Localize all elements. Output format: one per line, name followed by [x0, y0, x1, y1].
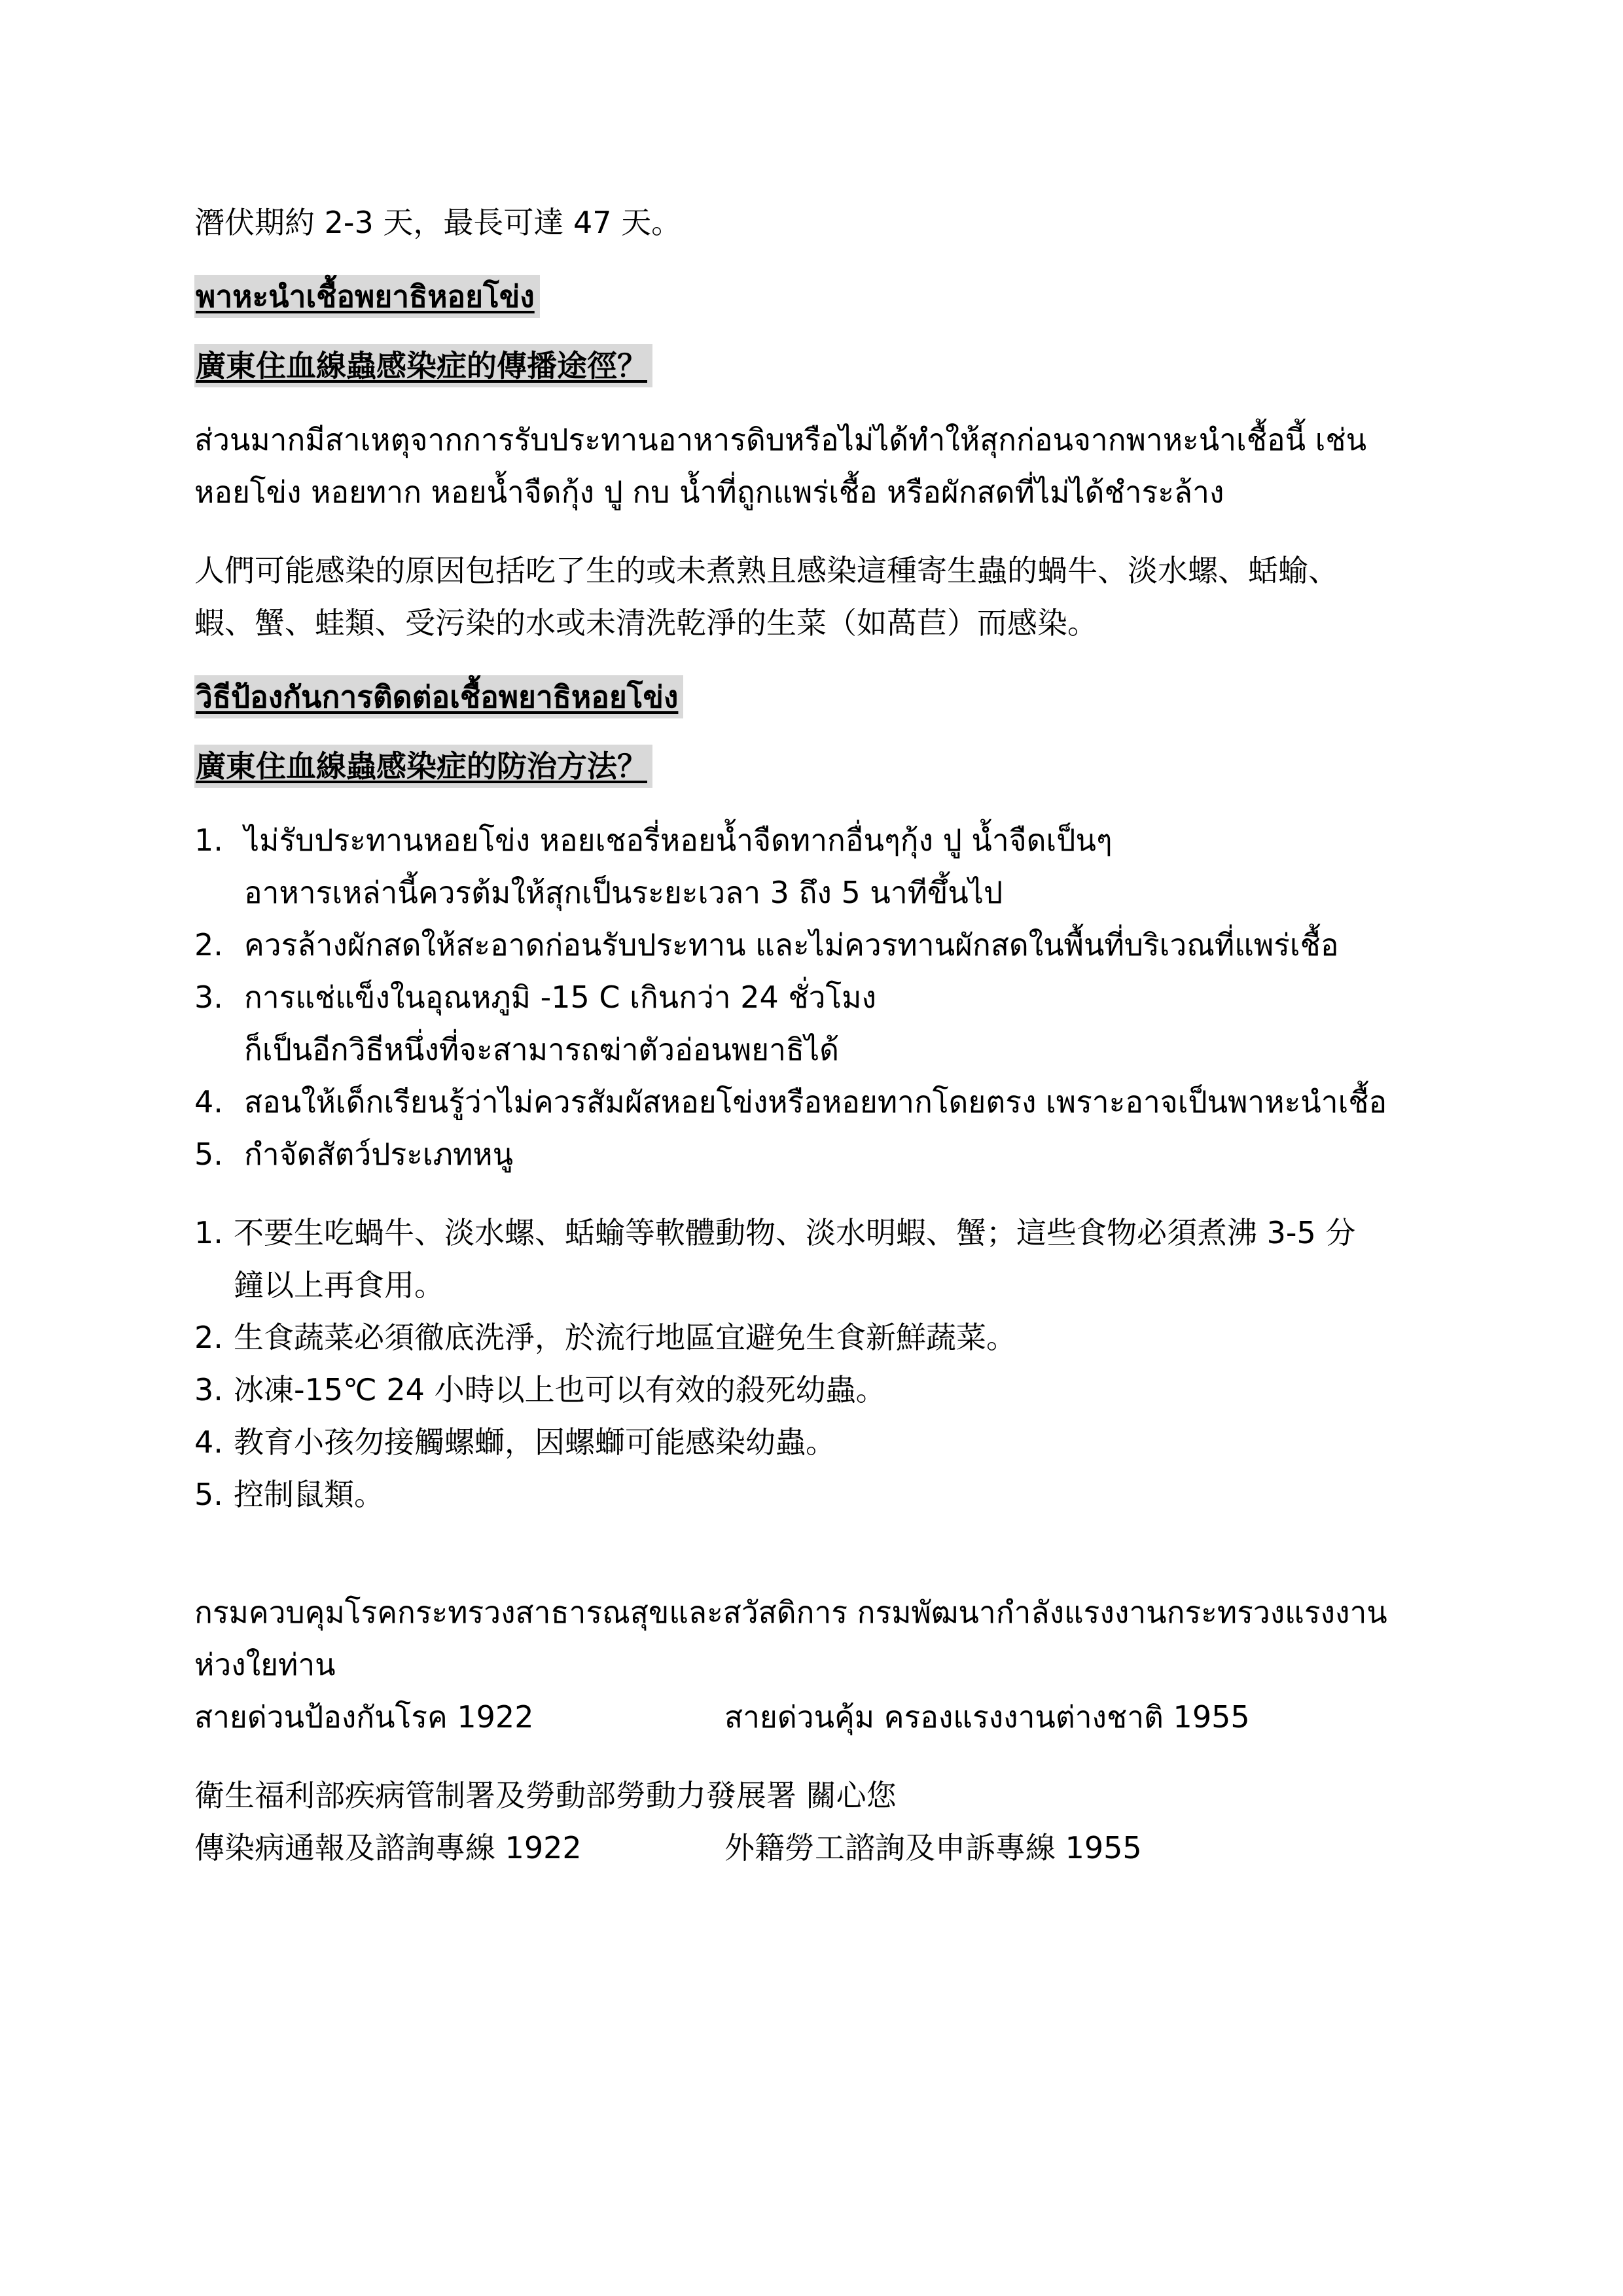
list-number: 4. — [194, 1084, 223, 1120]
disease-hotline-zh: 傳染病通報及諮詢專線 1922 — [194, 1830, 582, 1865]
list-item-line: ไม่รับประทานหอยโข่ง หอยเชอรี่หอยน้ำจืดทากอื่นๆกุ้ง ปู น้ำจืดเป็นๆ — [244, 822, 1113, 858]
list-item — [194, 919, 1464, 971]
section1-paragraph-zh — [194, 544, 1464, 649]
prevention-list-zh — [194, 1207, 1464, 1521]
list-number: 4. — [194, 1424, 223, 1460]
list-item — [194, 971, 1464, 1076]
disease-hotline-th: สายด่วนป้องกันโรค 1922 — [194, 1699, 534, 1735]
footer-th — [194, 1586, 1464, 1743]
list-item — [194, 1207, 1464, 1311]
list-item-line: กำจัดสัตว์ประเภทหนู — [244, 1137, 514, 1172]
footer-agencies-th: กรมควบคุมโรคกระทรวงสาธารณสุขและสวัสดิการ กรมพัฒนากำลังแรงงานกระทรวงแรงงาน — [194, 1595, 1387, 1630]
list-item — [194, 1076, 1464, 1128]
hotline-row-zh — [194, 1822, 1464, 1874]
list-item — [194, 1364, 1464, 1416]
list-item — [194, 1311, 1464, 1364]
list-number: 3. — [194, 980, 223, 1015]
intro-text: 潛伏期約 2-3 天，最長可達 47 天。 — [194, 205, 682, 240]
footer-care-th: ห่วงใยท่าน — [194, 1647, 336, 1682]
list-item-line: ควรล้างผักสดให้สะอาดก่อนรับประทาน และไม่ควรทานผักสดในพื้นที่บริเวณที่แพร่เชื้อ — [244, 927, 1339, 963]
paragraph-line: หอยโข่ง หอยทาก หอยน้ำจืดกุ้ง ปู กบ น้ำที่ถูกแพร่เชื้อ หรือผักสดที่ไม่ได้ชำระล้าง — [194, 474, 1224, 510]
list-number: 2. — [194, 927, 223, 963]
section1-heading-zh: 廣東住血線蟲感染症的傳播途徑？ — [194, 344, 652, 387]
section1-paragraph-th — [194, 414, 1464, 518]
list-item — [194, 1468, 1464, 1521]
list-number: 3. — [194, 1372, 223, 1407]
labor-hotline-zh: 外籍勞工諮詢及申訴專線 1955 — [724, 1830, 1142, 1865]
list-number: 1. — [194, 1215, 223, 1250]
footer-agencies-zh: 衛生福利部疾病管制署及勞動部勞動力發展署 關心您 — [194, 1778, 897, 1813]
list-number: 1. — [194, 822, 223, 858]
list-item-line: 鐘以上再食用。 — [234, 1267, 444, 1303]
list-item — [194, 1416, 1464, 1468]
list-item — [194, 1128, 1464, 1180]
footer-zh — [194, 1769, 1464, 1874]
prevention-list-th — [194, 814, 1464, 1180]
section1-heading-th: พาหะนำเชื้อพยาธิหอยโข่ง — [194, 275, 540, 318]
list-item-line: ก็เป็นอีกวิธีหนึ่งที่จะสามารถฆ่าตัวอ่อนพยาธิได้ — [244, 1032, 839, 1067]
section2-heading-zh: 廣東住血線蟲感染症的防治方法？ — [194, 745, 652, 788]
labor-hotline-th: สายด่วนคุ้ม ครองแรงงานต่างชาติ 1955 — [724, 1699, 1250, 1735]
list-item-line: 控制鼠類。 — [234, 1477, 384, 1512]
paragraph-line: 人們可能感染的原因包括吃了生的或未煮熟且感染這種寄生蟲的蝸牛、淡水螺、蛞蝓、 — [194, 553, 1338, 588]
list-item-line: อาหารเหล่านี้ควรต้มให้สุกเป็นระยะเวลา 3 ถึง 5 นาทีขึ้นไป — [244, 875, 1003, 910]
list-item-line: 教育小孩勿接觸螺螄，因螺螄可能感染幼蟲。 — [234, 1424, 836, 1460]
paragraph-line: 蝦、蟹、蛙類、受污染的水或未清洗乾淨的生菜（如萵苣）而感染。 — [194, 605, 1097, 641]
list-item-line: 冰凍-15℃ 24 小時以上也可以有效的殺死幼蟲。 — [234, 1372, 886, 1407]
list-item — [194, 814, 1464, 919]
document-page — [194, 196, 1464, 1874]
hotline-row-th — [194, 1691, 1464, 1743]
list-item-line: 不要生吃蝸牛、淡水螺、蛞蝓等軟體動物、淡水明蝦、蟹；這些食物必須煮沸 3-5 分 — [234, 1215, 1356, 1250]
list-number: 5. — [194, 1477, 223, 1512]
list-number: 2. — [194, 1320, 223, 1355]
list-number: 5. — [194, 1137, 223, 1172]
section2-heading-th: วิธีป้องกันการติดต่อเชื้อพยาธิหอยโข่ง — [194, 675, 683, 718]
list-item-line: 生食蔬菜必須徹底洗淨，於流行地區宜避免生食新鮮蔬菜。 — [234, 1320, 1016, 1355]
list-item-line: การแช่แข็งในอุณหภูมิ -15 C เกินกว่า 24 ชั่วโมง — [244, 980, 876, 1015]
list-item-line: สอนให้เด็กเรียนรู้ว่าไม่ควรสัมผัสหอยโข่งหรือหอยทากโดยตรง เพราะอาจเป็นพาหะนำเชื้อ — [244, 1084, 1387, 1120]
paragraph-line: ส่วนมากมีสาเหตุจากการรับประทานอาหารดิบหรือไม่ได้ทำให้สุกก่อนจากพาหะนำเชื้อนี้ เช่น — [194, 422, 1367, 457]
